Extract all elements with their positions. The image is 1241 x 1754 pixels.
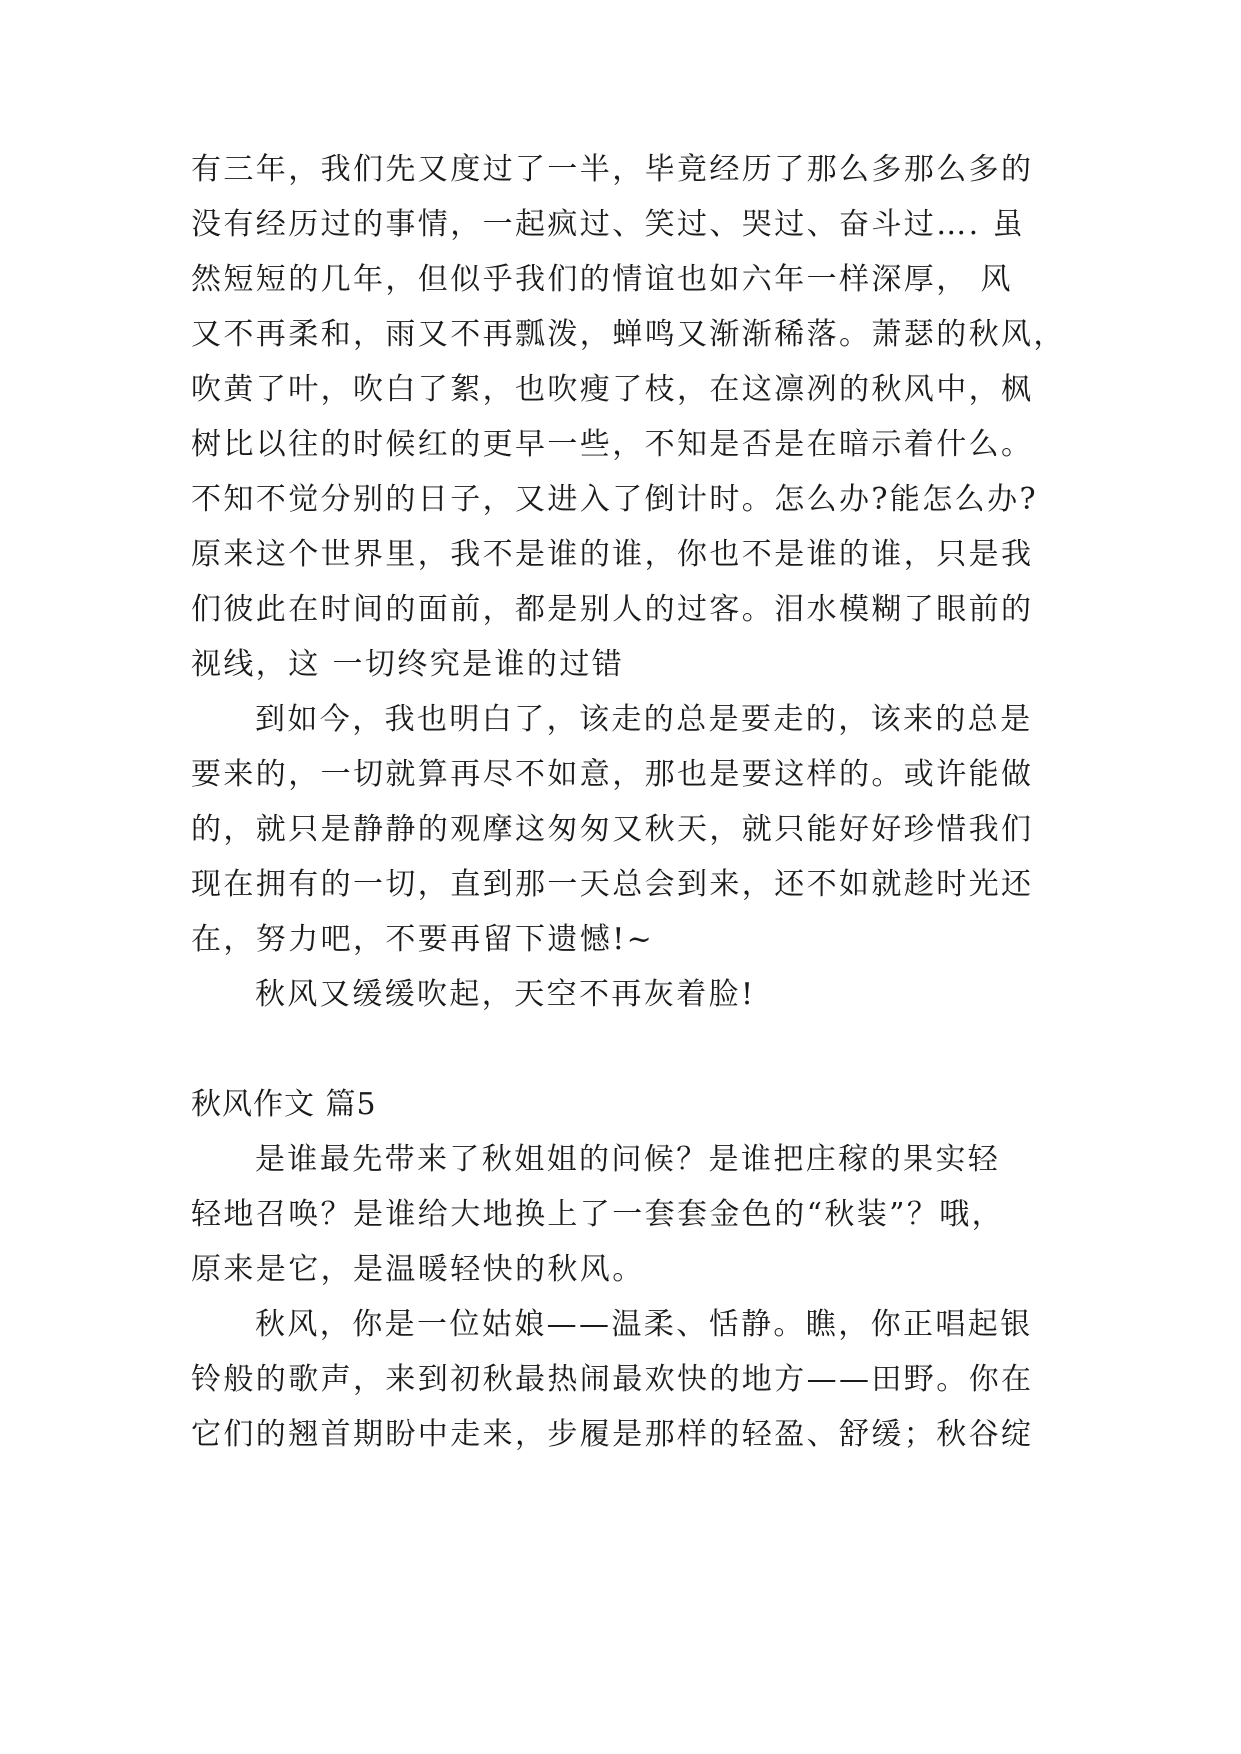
text-line: 轻地召唤？是谁给大地换上了一套套金色的“秋装”？哦， — [191, 1197, 1005, 1232]
text-line: 铃般的歌声，来到初秋最热闹最欢快的地方——田野。你在 — [191, 1362, 1034, 1397]
text-line: 然短短的几年，但似乎我们的情谊也如六年一样深厚， 风 — [191, 262, 1013, 297]
text-line: 们彼此在时间的面前，都是别人的过客。泪水模糊了眼前的 — [191, 592, 1034, 627]
text-line: 没有经历过的事情，一起疯过、笑过、哭过、奋斗过…. 虽 — [191, 207, 1025, 242]
text-line: 在，努力吧，不要再留下遗憾!~ — [191, 922, 655, 957]
paragraph-first-line: 秋风又缓缓吹起，天空不再灰着脸! — [255, 977, 756, 1012]
text-line: 原来这个世界里，我不是谁的谁，你也不是谁的谁，只是我 — [191, 537, 1034, 572]
text-line: 原来是它，是温暖轻快的秋风。 — [191, 1252, 645, 1287]
paragraph-first-line: 秋风，你是一位姑娘——温柔、恬静。瞧，你正唱起银 — [255, 1307, 1033, 1342]
text-line: 又不再柔和，雨又不再瓢泼，蝉鸣又渐渐稀落。萧瑟的秋风， — [191, 317, 1066, 352]
text-line: 它们的翘首期盼中走来，步履是那样的轻盈、舒缓；秋谷绽 — [191, 1417, 1034, 1452]
paragraph-first-line: 到如今，我也明白了，该走的总是要走的，该来的总是 — [255, 702, 1033, 737]
text-line: 吹黄了叶，吹白了絮，也吹瘦了枝，在这凛冽的秋风中，枫 — [191, 372, 1034, 407]
text-line: 视线，这 一切终究是谁的过错 — [191, 647, 625, 682]
text-line: 的，就只是静静的观摩这匆匆又秋天，就只能好好珍惜我们 — [191, 812, 1034, 847]
text-line: 要来的，一切就算再尽不如意，那也是要这样的。或许能做 — [191, 757, 1034, 792]
section-heading: 秋风作文 篇5 — [191, 1087, 377, 1122]
text-line: 不知不觉分别的日子，又进入了倒计时。怎么办?能怎么办? — [191, 482, 1038, 517]
text-line: 树比以往的时候红的更早一些，不知是否是在暗示着什么。 — [191, 427, 1034, 462]
text-line: 现在拥有的一切，直到那一天总会到来，还不如就趁时光还 — [191, 867, 1034, 902]
text-line: 有三年，我们先又度过了一半，毕竟经历了那么多那么多的 — [191, 152, 1034, 187]
paragraph-first-line: 是谁最先带来了秋姐姐的问候？是谁把庄稼的果实轻 — [255, 1142, 1001, 1177]
